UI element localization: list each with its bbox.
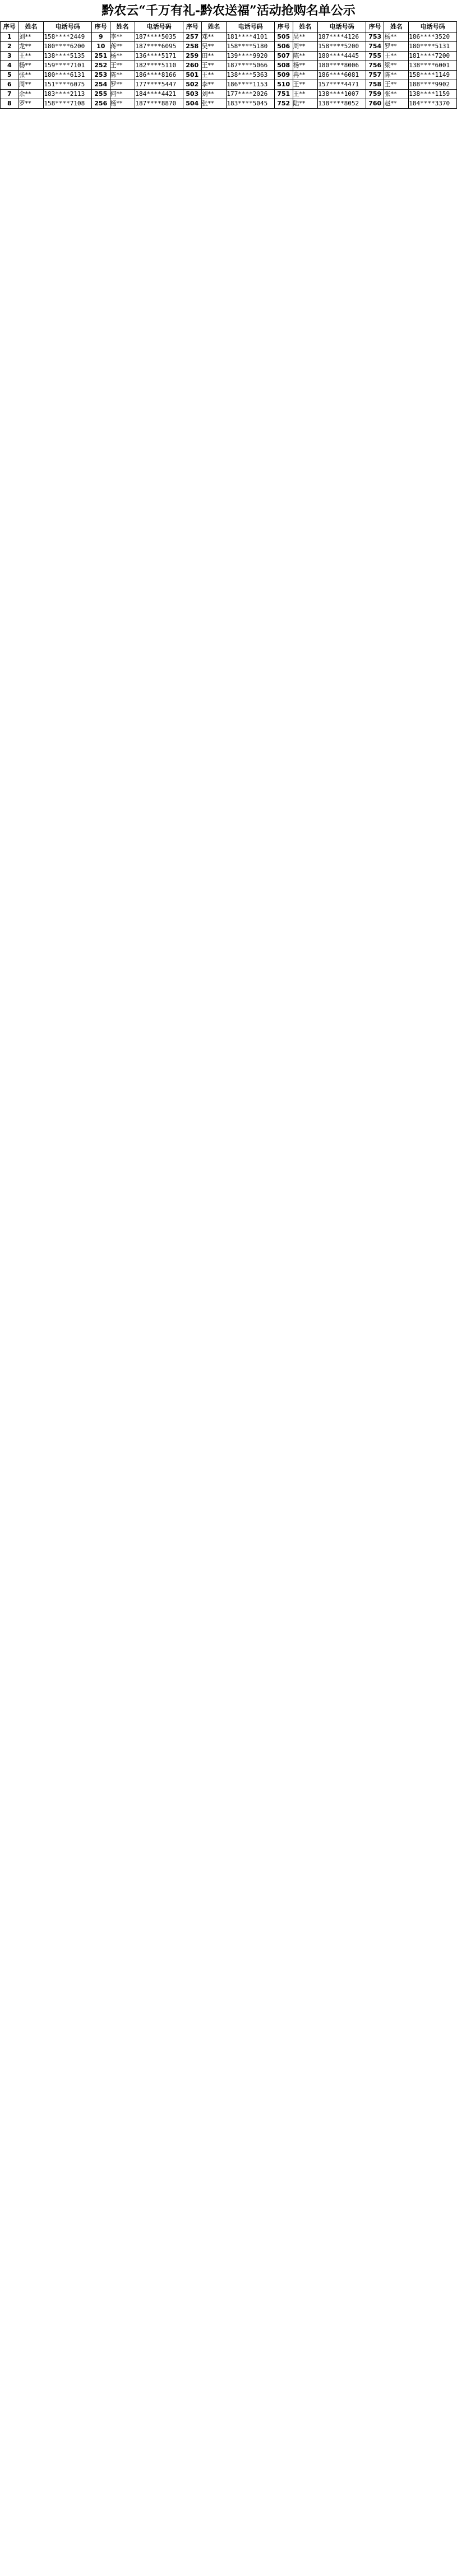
entry-number: 10: [91, 42, 110, 52]
entry-phone: 158****5180: [227, 42, 275, 52]
entry-name: 蒋**: [110, 42, 135, 52]
header-no: 序号: [1, 22, 19, 33]
entry-name: 王**: [201, 71, 227, 80]
entry-number: 3: [1, 52, 19, 61]
entry-name: 余**: [19, 90, 44, 99]
entry-phone: 138****6001: [409, 61, 457, 71]
entry-name: 梁**: [384, 61, 409, 71]
entry-number: 7: [1, 90, 19, 99]
entry-phone: 187****5066: [227, 61, 275, 71]
entry-phone: 184****3370: [409, 99, 457, 109]
entry-number: 510: [274, 80, 293, 90]
entry-number: 755: [366, 52, 384, 61]
entry-number: 251: [91, 52, 110, 61]
entry-number: 258: [183, 42, 201, 52]
entry-name: 杨**: [384, 33, 409, 42]
entry-name: 何**: [110, 90, 135, 99]
entry-number: 757: [366, 71, 384, 80]
entry-name: 吴**: [201, 42, 227, 52]
entry-number: 751: [274, 90, 293, 99]
entry-name: 刘**: [201, 90, 227, 99]
entry-number: 506: [274, 42, 293, 52]
table-row: [1, 33, 457, 42]
table-row: [1, 80, 457, 90]
winner-list-body: [1, 33, 457, 109]
entry-number: 257: [183, 33, 201, 42]
entry-number: 508: [274, 61, 293, 71]
entry-phone: 181****7200: [409, 52, 457, 61]
entry-number: 759: [366, 90, 384, 99]
entry-phone: 138****8052: [318, 99, 366, 109]
entry-name: 冉**: [293, 71, 318, 80]
header-phone: 电话号码: [318, 22, 366, 33]
entry-name: 张**: [19, 71, 44, 80]
header-name: 姓名: [293, 22, 318, 33]
entry-phone: 139****9920: [227, 52, 275, 61]
entry-phone: 181****4101: [227, 33, 275, 42]
entry-phone: 180****5131: [409, 42, 457, 52]
entry-name: 陆**: [293, 99, 318, 109]
entry-phone: 183****5045: [227, 99, 275, 109]
entry-phone: 136****5171: [135, 52, 183, 61]
entry-number: 2: [1, 42, 19, 52]
entry-phone: 187****5035: [135, 33, 183, 42]
table-row: [1, 90, 457, 99]
entry-name: 吴**: [293, 33, 318, 42]
header-name: 姓名: [384, 22, 409, 33]
entry-phone: 182****5110: [135, 61, 183, 71]
table-header-row: [1, 22, 457, 33]
entry-name: 王**: [384, 52, 409, 61]
entry-name: 龙**: [19, 42, 44, 52]
entry-name: 周**: [19, 80, 44, 90]
entry-name: 王**: [293, 90, 318, 99]
entry-phone: 151****6075: [44, 80, 92, 90]
entry-phone: 180****6200: [44, 42, 92, 52]
entry-number: 9: [91, 33, 110, 42]
entry-phone: 186****6081: [318, 71, 366, 80]
entry-name: 罗**: [384, 42, 409, 52]
entry-name: 李**: [110, 33, 135, 42]
table-row: [1, 52, 457, 61]
table-row: [1, 99, 457, 109]
entry-number: 259: [183, 52, 201, 61]
entry-number: 254: [91, 80, 110, 90]
entry-phone: 186****3520: [409, 33, 457, 42]
entry-number: 502: [183, 80, 201, 90]
header-no: 序号: [183, 22, 201, 33]
entry-phone: 180****4445: [318, 52, 366, 61]
entry-name: 王**: [293, 80, 318, 90]
entry-number: 509: [274, 71, 293, 80]
entry-phone: 138****1007: [318, 90, 366, 99]
entry-number: 252: [91, 61, 110, 71]
entry-name: 陈**: [293, 52, 318, 61]
entry-name: 罗**: [19, 99, 44, 109]
entry-phone: 187****4126: [318, 33, 366, 42]
entry-phone: 158****5200: [318, 42, 366, 52]
entry-name: 田**: [201, 52, 227, 61]
entry-name: 赵**: [384, 99, 409, 109]
entry-phone: 180****6131: [44, 71, 92, 80]
entry-phone: 180****8006: [318, 61, 366, 71]
entry-number: 6: [1, 80, 19, 90]
entry-name: 刘**: [19, 33, 44, 42]
entry-number: 4: [1, 61, 19, 71]
entry-phone: 138****1159: [409, 90, 457, 99]
table-row: [1, 71, 457, 80]
entry-phone: 158****7108: [44, 99, 92, 109]
entry-name: 杨**: [293, 61, 318, 71]
entry-phone: 157****4471: [318, 80, 366, 90]
entry-number: 760: [366, 99, 384, 109]
entry-number: 507: [274, 52, 293, 61]
entry-number: 253: [91, 71, 110, 80]
entry-name: 李**: [201, 80, 227, 90]
table-row: [1, 42, 457, 52]
entry-name: 陈**: [110, 71, 135, 80]
entry-number: 505: [274, 33, 293, 42]
entry-name: 王**: [110, 61, 135, 71]
header-no: 序号: [366, 22, 384, 33]
entry-phone: 183****2113: [44, 90, 92, 99]
entry-name: 王**: [201, 61, 227, 71]
entry-name: 杨**: [110, 99, 135, 109]
entry-number: 8: [1, 99, 19, 109]
entry-number: 756: [366, 61, 384, 71]
entry-name: 周**: [293, 42, 318, 52]
entry-phone: 158****2449: [44, 33, 92, 42]
entry-number: 503: [183, 90, 201, 99]
winner-list-table: [0, 21, 457, 109]
header-phone: 电话号码: [227, 22, 275, 33]
entry-number: 753: [366, 33, 384, 42]
entry-number: 754: [366, 42, 384, 52]
entry-name: 罗**: [110, 80, 135, 90]
entry-phone: 187****8870: [135, 99, 183, 109]
entry-number: 260: [183, 61, 201, 71]
entry-phone: 159****7101: [44, 61, 92, 71]
entry-phone: 187****6095: [135, 42, 183, 52]
entry-number: 758: [366, 80, 384, 90]
header-phone: 电话号码: [135, 22, 183, 33]
page-title: 黔农云“千万有礼-黔农送福”活动抢购名单公示: [101, 3, 356, 18]
entry-phone: 138****5363: [227, 71, 275, 80]
entry-number: 752: [274, 99, 293, 109]
header-name: 姓名: [19, 22, 44, 33]
entry-name: 杨**: [19, 61, 44, 71]
entry-number: 255: [91, 90, 110, 99]
entry-name: 陈**: [384, 71, 409, 80]
entry-number: 5: [1, 71, 19, 80]
entry-name: 张**: [201, 99, 227, 109]
entry-name: 王**: [19, 52, 44, 61]
header-phone: 电话号码: [409, 22, 457, 33]
entry-name: 王**: [384, 80, 409, 90]
entry-number: 1: [1, 33, 19, 42]
entry-name: 杨**: [110, 52, 135, 61]
header-no: 序号: [274, 22, 293, 33]
entry-number: 501: [183, 71, 201, 80]
entry-phone: 188****9902: [409, 80, 457, 90]
entry-phone: 186****8166: [135, 71, 183, 80]
entry-phone: 177****5447: [135, 80, 183, 90]
header-name: 姓名: [201, 22, 227, 33]
entry-name: 邓**: [201, 33, 227, 42]
entry-phone: 184****4421: [135, 90, 183, 99]
entry-number: 504: [183, 99, 201, 109]
header-no: 序号: [91, 22, 110, 33]
header-name: 姓名: [110, 22, 135, 33]
table-row: [1, 61, 457, 71]
entry-number: 256: [91, 99, 110, 109]
entry-phone: 158****1149: [409, 71, 457, 80]
entry-phone: 177****2026: [227, 90, 275, 99]
header-phone: 电话号码: [44, 22, 92, 33]
entry-name: 张**: [384, 90, 409, 99]
entry-phone: 186****1153: [227, 80, 275, 90]
entry-phone: 138****5135: [44, 52, 92, 61]
